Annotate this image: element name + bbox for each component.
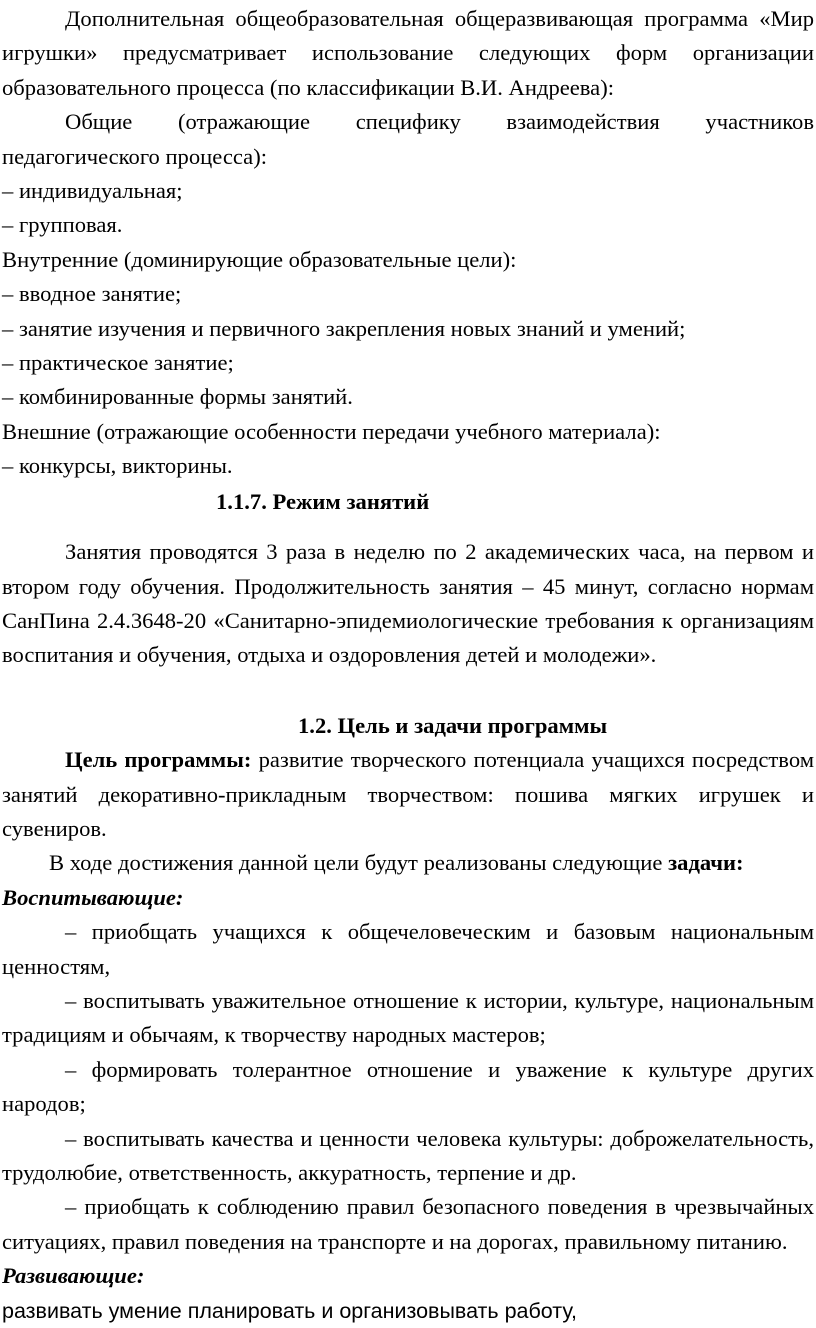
general-forms-title: Общие (отражающие специфику взаимодействия участников педагогического процесса): xyxy=(2,109,814,169)
goal-paragraph xyxy=(2,743,814,846)
upbringing-item-4: – воспитывать качества и ценности человека культуры: доброжелательность, трудолюбие, ответственность, аккуратность, терпение и др. xyxy=(2,1125,814,1185)
internal-item-3: – практическое занятие; xyxy=(2,350,234,376)
upbringing-item-3: – формировать толерантное отношение и уважение к культуре других народов; xyxy=(2,1056,814,1117)
upbringing-item-1: – приобщать учащихся к общечеловеческим и базовым национальным ценностям, xyxy=(2,919,814,979)
tasks-intro-text: В ходе достижения данной цели будут реализованы следующие xyxy=(49,850,669,876)
intro-paragraph: Дополнительная общеобразовательная общеразвивающая программа «Мир игрушки» предусматривает использование следующих форм организации образовательного процесса (по классификации В.И. Андреева): xyxy=(2,6,814,100)
tasks-word: задачи: xyxy=(668,850,744,876)
developing-item-1: развивать умение планировать и организовывать работу, xyxy=(2,1298,577,1323)
general-item-1: – индивидуальная; xyxy=(2,178,183,204)
internal-item-1: – вводное занятие; xyxy=(2,281,182,307)
external-item-1: – конкурсы, викторины. xyxy=(2,453,233,479)
section-heading-schedule: 1.1.7. Режим занятий xyxy=(216,488,430,514)
section-heading-goals: 1.2. Цель и задачи программы xyxy=(298,712,608,738)
internal-item-4: – комбинированные формы занятий. xyxy=(2,384,353,410)
developing-label: Развивающие: xyxy=(2,1263,145,1289)
internal-forms-title: Внутренние (доминирующие образовательные цели): xyxy=(2,246,517,272)
internal-item-2: – занятие изучения и первичного закрепления новых знаний и умений; xyxy=(2,315,686,341)
upbringing-item-5: – приобщать к соблюдению правил безопасного поведения в чрезвычайных ситуациях, правил поведения на транспорте и на дорогах, правильному питанию. xyxy=(2,1194,814,1254)
upbringing-label: Воспитывающие: xyxy=(2,884,184,910)
tasks-intro-paragraph xyxy=(2,846,814,880)
schedule-paragraph: Занятия проводятся 3 раза в неделю по 2 академических часа, на первом и втором году обучения. Продолжительность занятия – 45 минут, согласно нормам СанПина 2.4.3648-20 «Санитарно-эпидемиологические требования к организациям воспитания и обучения, отдыха и оздоровления детей и молодежи». xyxy=(2,539,814,668)
upbringing-item-2: – воспитывать уважительное отношение к истории, культуре, национальным традициям и обычаям, к творчеству народных мастеров; xyxy=(2,987,814,1048)
general-item-2: – групповая. xyxy=(2,212,123,238)
goal-text: развитие творческого потенциала учащихся посредством занятий декоративно-прикладным творчеством: пошива мягких игрушек и сувениров. xyxy=(2,747,814,841)
goal-label: Цель программы: xyxy=(65,747,252,773)
external-forms-title: Внешние (отражающие особенности передачи учебного материала): xyxy=(2,418,661,444)
